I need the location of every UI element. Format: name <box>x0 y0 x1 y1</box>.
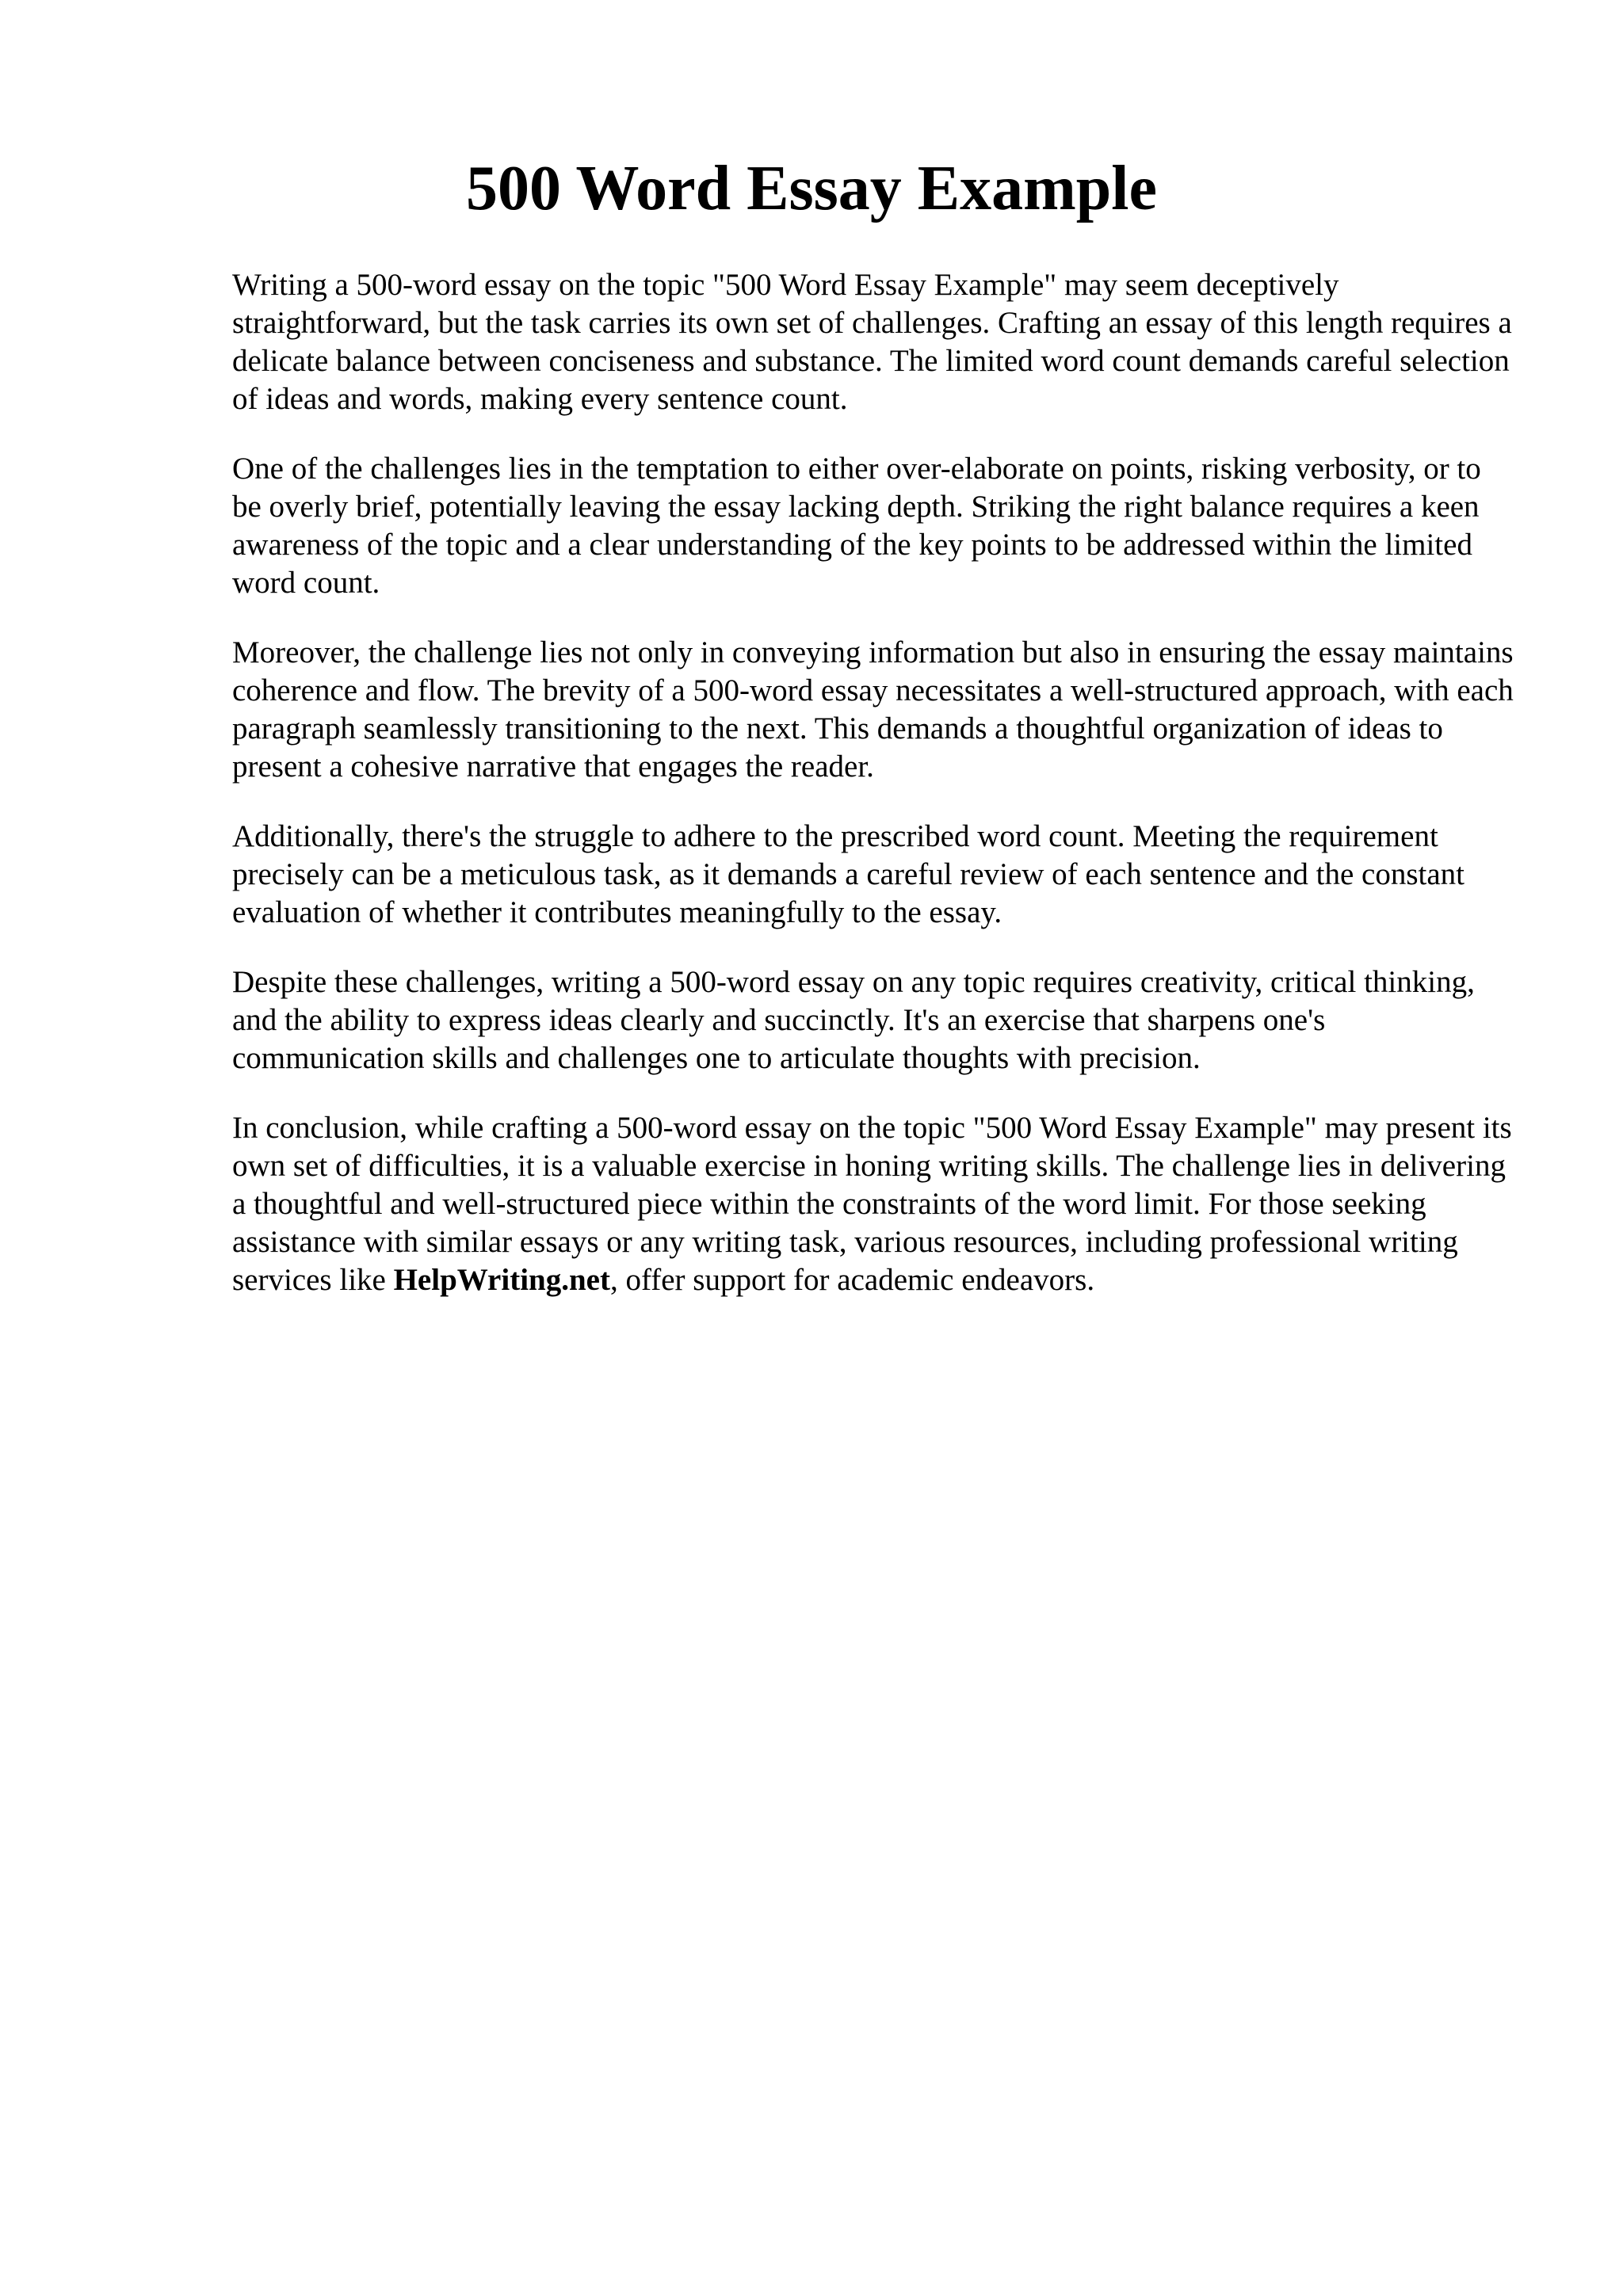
conclusion-text-before: In conclusion, while crafting a 500-word essay on the topic "500 Word Essay Example" may present its own set of difficulties, it is a valuable exercise in honing writing skills. The challenge lies in delivering a thoughtful and well-structured piece within the constraints of the word limit. For those seeking assistance with similar essays or any writing task, various resources, including professional writing services like <box>232 1111 1512 1297</box>
conclusion-text-after: , offer support for academic endeavors. <box>609 1263 1095 1297</box>
paragraph-2: One of the challenges lies in the temptation to either over-elaborate on points, risking verbosity, or to be overly brief, potentially leaving the essay lacking depth. Striking the right balance requires a keen awareness of the topic and a clear understanding of the key points to be addressed within the limited word count. <box>232 452 1481 600</box>
document-title: 500 Word Essay Example <box>466 154 1157 223</box>
paragraph-1: Writing a 500-word essay on the topic "500 Word Essay Example" may seem deceptively straightforward, but the task carries its own set of challenges. Crafting an essay of this length requires a delicate balance between conciseness and substance. The limited word count demands careful selection of ideas and words, making every sentence count. <box>232 268 1512 416</box>
paragraph-3: Moreover, the challenge lies not only in conveying information but also in ensuring the essay maintains coherence and flow. The brevity of a 500-word essay necessitates a well-structured approach, with each paragraph seamlessly transitioning to the next. This demands a thoughtful organization of ideas to present a cohesive narrative that engages the reader. <box>232 635 1514 784</box>
brand-name: HelpWriting.net <box>393 1263 610 1297</box>
paragraph-conclusion <box>232 1109 1516 1299</box>
document-body <box>232 266 1516 1331</box>
paragraph-4: Additionally, there's the struggle to adhere to the prescribed word count. Meeting the requirement precisely can be a meticulous task, as it demands a careful review of each sentence and the constant evaluation of whether it contributes meaningfully to the essay. <box>232 819 1465 929</box>
paragraph-5: Despite these challenges, writing a 500-word essay on any topic requires creativity, critical thinking, and the ability to express ideas clearly and succinctly. It's an exercise that sharpens one's communication skills and challenges one to articulate thoughts with precision. <box>232 965 1475 1075</box>
